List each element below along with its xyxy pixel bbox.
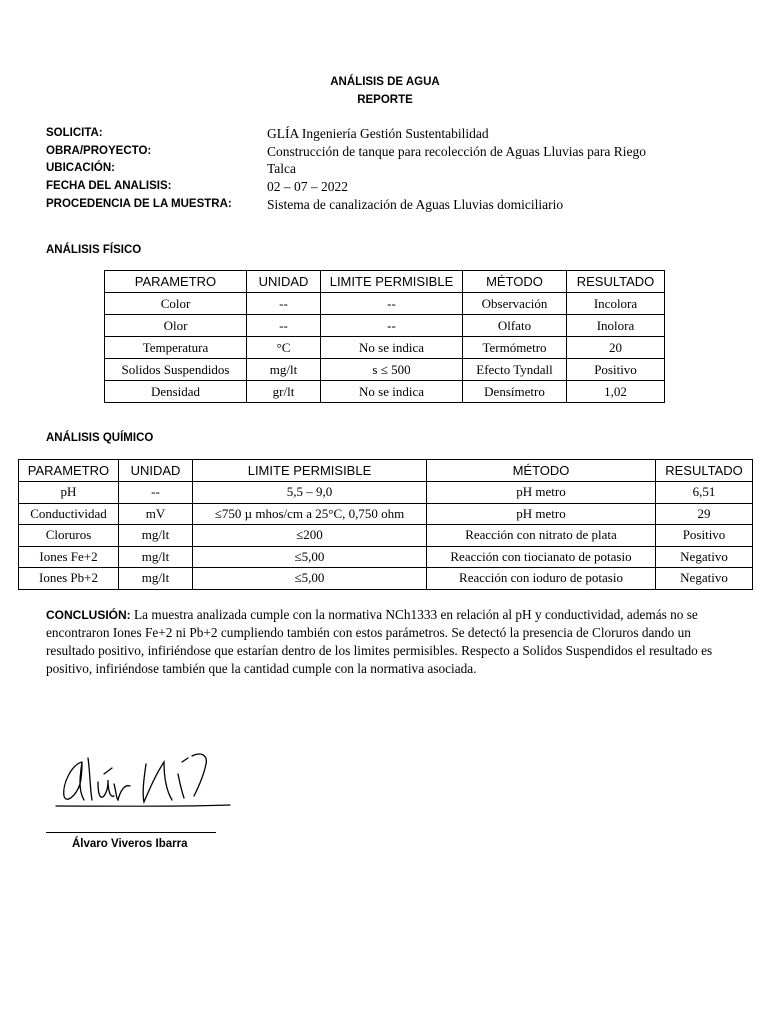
table-cell: ≤750 µ mhos/cm a 25°C, 0,750 ohm (193, 503, 427, 525)
table-cell: ≤5,00 (193, 546, 427, 568)
table-cell: mg/lt (119, 546, 193, 568)
column-header: MÉTODO (463, 271, 567, 293)
table-row (19, 525, 753, 547)
info-label: PROCEDENCIA DE LA MUESTRA: (46, 198, 232, 210)
column-header: RESULTADO (567, 271, 665, 293)
table-cell: Positivo (567, 359, 665, 381)
table-cell: Reacción con ioduro de potasio (427, 568, 656, 590)
table-header-row (105, 271, 665, 293)
table-cell: No se indica (321, 381, 463, 403)
column-header: LIMITE PERMISIBLE (193, 460, 427, 482)
table-cell: 29 (656, 503, 753, 525)
table-row (105, 337, 665, 359)
signatory-name: Álvaro Viveros Ibarra (72, 838, 188, 850)
column-header: LIMITE PERMISIBLE (321, 271, 463, 293)
table-cell: Reacción con tiocianato de potasio (427, 546, 656, 568)
table-row (105, 359, 665, 381)
table-cell: Olor (105, 315, 247, 337)
table-cell: -- (321, 293, 463, 315)
info-label: OBRA/PROYECTO: (46, 145, 152, 157)
physical-section-title: ANÁLISIS FÍSICO (46, 244, 142, 256)
table-cell: Densímetro (463, 381, 567, 403)
conclusion-text: La muestra analizada cumple con la normativa NCh1333 en relación al pH y conductividad, además no se encontraron Iones Fe+2 ni Pb+2 cumpliendo también con estos parámetros. Se detectó la presencia de Cloruros dando un resultado positivo, infiriéndose que estarían dentro de los limites permisibles. Respecto a Solidos Suspendidos el resultado es positivo, infiriéndose también que la cantidad cumple con la normativa asociada. (46, 607, 713, 676)
chemical-section-title: ANÁLISIS QUÍMICO (46, 432, 154, 444)
table-cell: ≤5,00 (193, 568, 427, 590)
table-cell: Efecto Tyndall (463, 359, 567, 381)
table-cell: -- (321, 315, 463, 337)
table-cell: pH (19, 482, 119, 504)
info-value: Talca (267, 161, 297, 176)
info-value: Sistema de canalización de Aguas Lluvias domiciliario (267, 197, 564, 212)
chemical-analysis-table (18, 459, 753, 590)
table-cell: Negativo (656, 546, 753, 568)
info-value: Construcción de tanque para recolección de Aguas Lluvias para Riego (267, 144, 646, 159)
table-cell: 20 (567, 337, 665, 359)
column-header: UNIDAD (247, 271, 321, 293)
table-row (19, 546, 753, 568)
info-label: UBICACIÓN: (46, 162, 115, 174)
table-cell: Densidad (105, 381, 247, 403)
table-cell: pH metro (427, 503, 656, 525)
table-cell: Solidos Suspendidos (105, 359, 247, 381)
table-cell: -- (247, 315, 321, 337)
info-label: SOLICITA: (46, 127, 103, 139)
column-header: PARAMETRO (19, 460, 119, 482)
conclusion-label: CONCLUSIÓN: (46, 608, 131, 622)
handwritten-signature (54, 744, 234, 816)
table-cell: mg/lt (119, 525, 193, 547)
table-cell: Temperatura (105, 337, 247, 359)
table-cell: 6,51 (656, 482, 753, 504)
table-cell: ≤200 (193, 525, 427, 547)
report-title: ANÁLISIS DE AGUA (330, 76, 440, 88)
table-cell: Olfato (463, 315, 567, 337)
table-row (105, 293, 665, 315)
column-header: MÉTODO (427, 460, 656, 482)
table-row (19, 503, 753, 525)
table-cell: pH metro (427, 482, 656, 504)
info-label: FECHA DEL ANALISIS: (46, 180, 172, 192)
table-cell: mV (119, 503, 193, 525)
table-cell: gr/lt (247, 381, 321, 403)
table-cell: Reacción con nitrato de plata (427, 525, 656, 547)
table-cell: Inolora (567, 315, 665, 337)
table-cell: s ≤ 500 (321, 359, 463, 381)
signature-line (46, 832, 216, 833)
table-cell: -- (247, 293, 321, 315)
physical-analysis-table (104, 270, 665, 403)
table-cell: Color (105, 293, 247, 315)
table-row (19, 482, 753, 504)
table-cell: Negativo (656, 568, 753, 590)
table-cell: 1,02 (567, 381, 665, 403)
conclusion-paragraph (46, 606, 736, 678)
table-row (105, 315, 665, 337)
table-cell: Observación (463, 293, 567, 315)
table-cell: Termómetro (463, 337, 567, 359)
table-cell: mg/lt (247, 359, 321, 381)
table-cell: Conductividad (19, 503, 119, 525)
table-cell: Cloruros (19, 525, 119, 547)
report-subtitle: REPORTE (357, 94, 413, 106)
table-row (19, 568, 753, 590)
column-header: RESULTADO (656, 460, 753, 482)
table-row (105, 381, 665, 403)
column-header: PARAMETRO (105, 271, 247, 293)
table-cell: 5,5 – 9,0 (193, 482, 427, 504)
table-cell: Positivo (656, 525, 753, 547)
table-cell: mg/lt (119, 568, 193, 590)
table-cell: No se indica (321, 337, 463, 359)
table-header-row (19, 460, 753, 482)
table-cell: Incolora (567, 293, 665, 315)
info-value: GLÍA Ingeniería Gestión Sustentabilidad (267, 126, 489, 141)
table-cell: -- (119, 482, 193, 504)
table-cell: Iones Pb+2 (19, 568, 119, 590)
table-cell: Iones Fe+2 (19, 546, 119, 568)
table-cell: °C (247, 337, 321, 359)
column-header: UNIDAD (119, 460, 193, 482)
info-value: 02 – 07 – 2022 (267, 179, 348, 194)
